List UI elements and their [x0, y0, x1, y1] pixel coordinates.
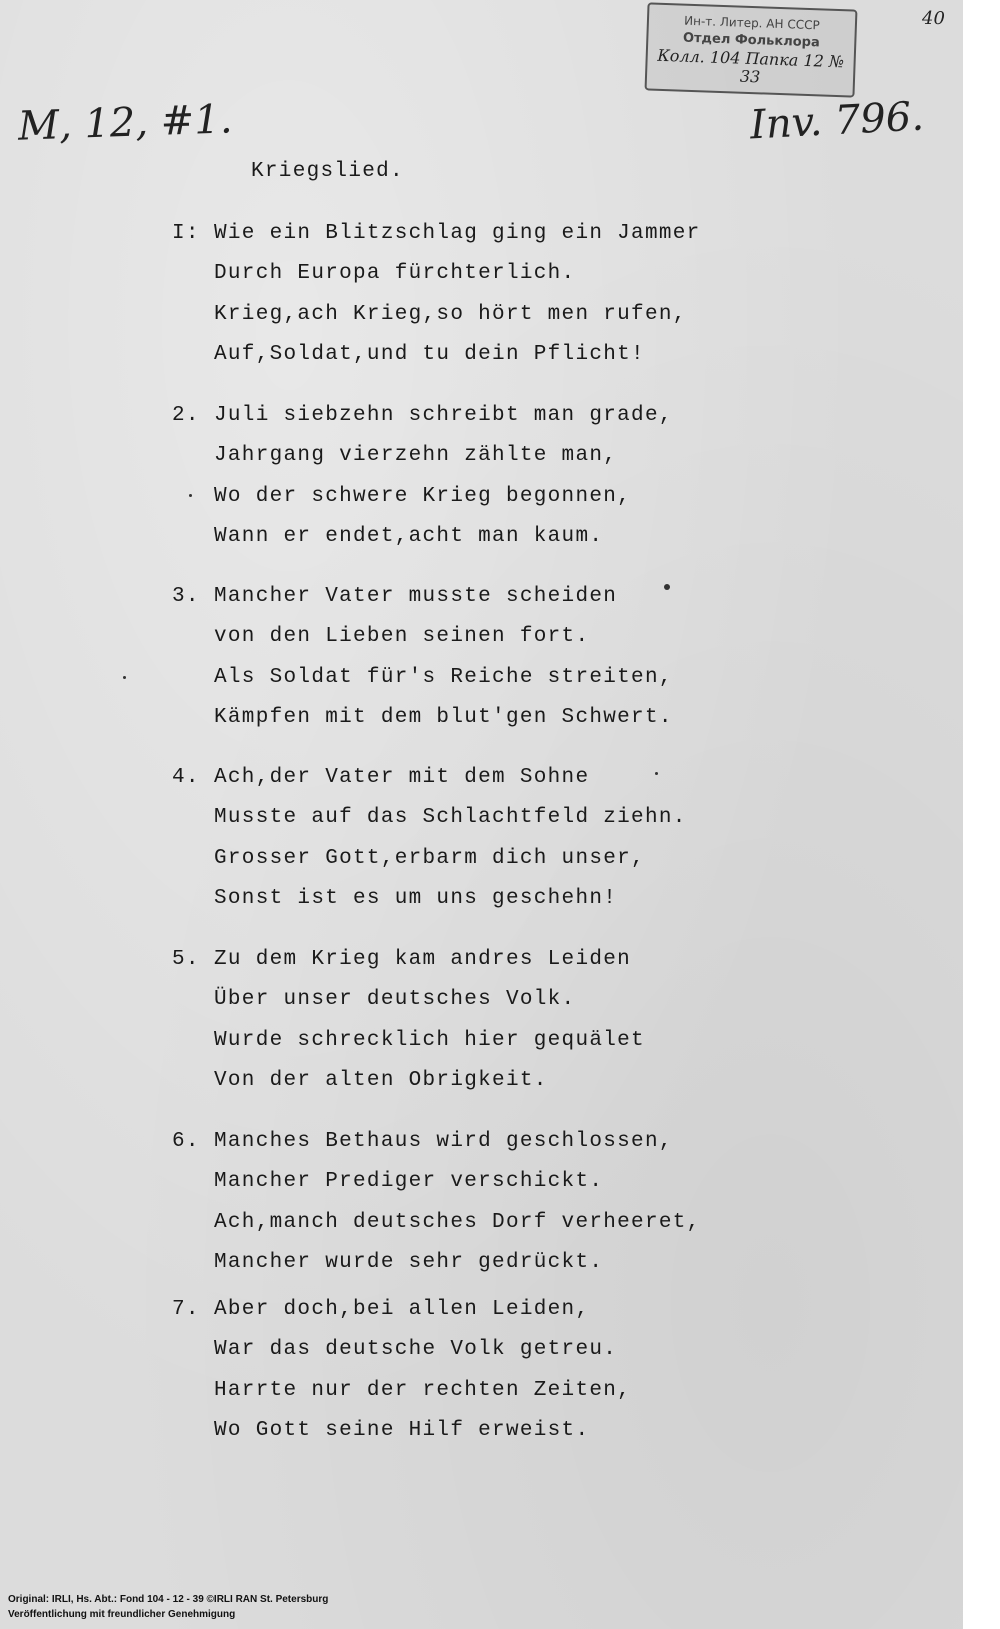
archive-mark-left: M, 12, #1.: [17, 96, 234, 150]
verse-line: Wurde schrecklich hier gequälet: [214, 1029, 645, 1052]
verse-line: Wo Gott seine Hilf erweist.: [214, 1419, 590, 1442]
verse-line: Zu dem Krieg kam andres Leiden: [214, 948, 632, 971]
verse-line: Kämpfen mit dem blut'gen Schwert.: [214, 706, 673, 729]
archive-stamp: [645, 2, 858, 97]
verse-line: Wo der schwere Krieg begonnen,: [214, 485, 632, 508]
verse-line: Aber doch,bei allen Leiden,: [214, 1298, 590, 1321]
verse-line: Manches Bethaus wird geschlossen,: [214, 1130, 673, 1153]
verse-number: I:: [172, 222, 200, 245]
verse-line: Musste auf das Schlachtfeld ziehn.: [214, 806, 687, 829]
stamp-line-3: Колл. 104 Папка 12 № 33: [657, 45, 845, 87]
ink-speck: [189, 494, 192, 497]
verse-line: Wann er endet,acht man kaum.: [214, 525, 604, 548]
verse-line: War das deutsche Volk getreu.: [214, 1338, 618, 1361]
verse-number: 7.: [172, 1298, 200, 1321]
verse-line: Harrte nur der rechten Zeiten,: [214, 1379, 632, 1402]
verse-line: Wie ein Blitzschlag ging ein Jammer: [214, 222, 701, 245]
verse-number: 3.: [172, 585, 200, 608]
inventory-mark: Inv. 796.: [748, 93, 925, 149]
stamp-line-1: Ин-т. Литер. АН СССР: [683, 13, 820, 33]
verse-line: Krieg,ach Krieg,so hört men rufen,: [214, 303, 687, 326]
verse-line: Grosser Gott,erbarm dich unser,: [214, 847, 645, 870]
verse-line: Mancher Vater musste scheiden: [214, 585, 618, 608]
verse-line: Als Soldat für's Reiche streiten,: [214, 666, 673, 689]
ink-speck: [123, 676, 126, 679]
footer-source: Original: IRLI, Hs. Abt.: Fond 104 - 12 - 39 ©IRLI RAN St. Petersburg: [8, 1594, 329, 1605]
right-margin: [963, 0, 1000, 1629]
verse-line: Sonst ist es um uns geschehn!: [214, 887, 618, 910]
page-number: 40: [922, 8, 945, 29]
verse-line: Über unser deutsches Volk.: [214, 988, 576, 1011]
verse-line: Mancher Prediger verschickt.: [214, 1170, 604, 1193]
ink-speck: [655, 772, 658, 775]
verse-line: Mancher wurde sehr gedrückt.: [214, 1251, 604, 1274]
stamp-line-2: Отдел Фольклора: [682, 30, 820, 51]
verse-line: Durch Europa fürchterlich.: [214, 262, 576, 285]
verse-line: Auf,Soldat,und tu dein Pflicht!: [214, 343, 645, 366]
verse-line: Jahrgang vierzehn zählte man,: [214, 444, 618, 467]
ink-speck: [664, 584, 670, 590]
verse-number: 5.: [172, 948, 200, 971]
verse-line: Juli siebzehn schreibt man grade,: [214, 404, 673, 427]
verse-line: Von der alten Obrigkeit.: [214, 1069, 548, 1092]
poem-title: Kriegslied.: [251, 160, 404, 183]
footer-permission: Veröffentlichung mit freundlicher Genehmigung: [8, 1609, 236, 1620]
verse-number: 6.: [172, 1130, 200, 1153]
verse-line: Ach,der Vater mit dem Sohne: [214, 766, 590, 789]
verse-number: 2.: [172, 404, 200, 427]
verse-line: Ach,manch deutsches Dorf verheeret,: [214, 1211, 701, 1234]
verse-line: von den Lieben seinen fort.: [214, 625, 590, 648]
verse-number: 4.: [172, 766, 200, 789]
